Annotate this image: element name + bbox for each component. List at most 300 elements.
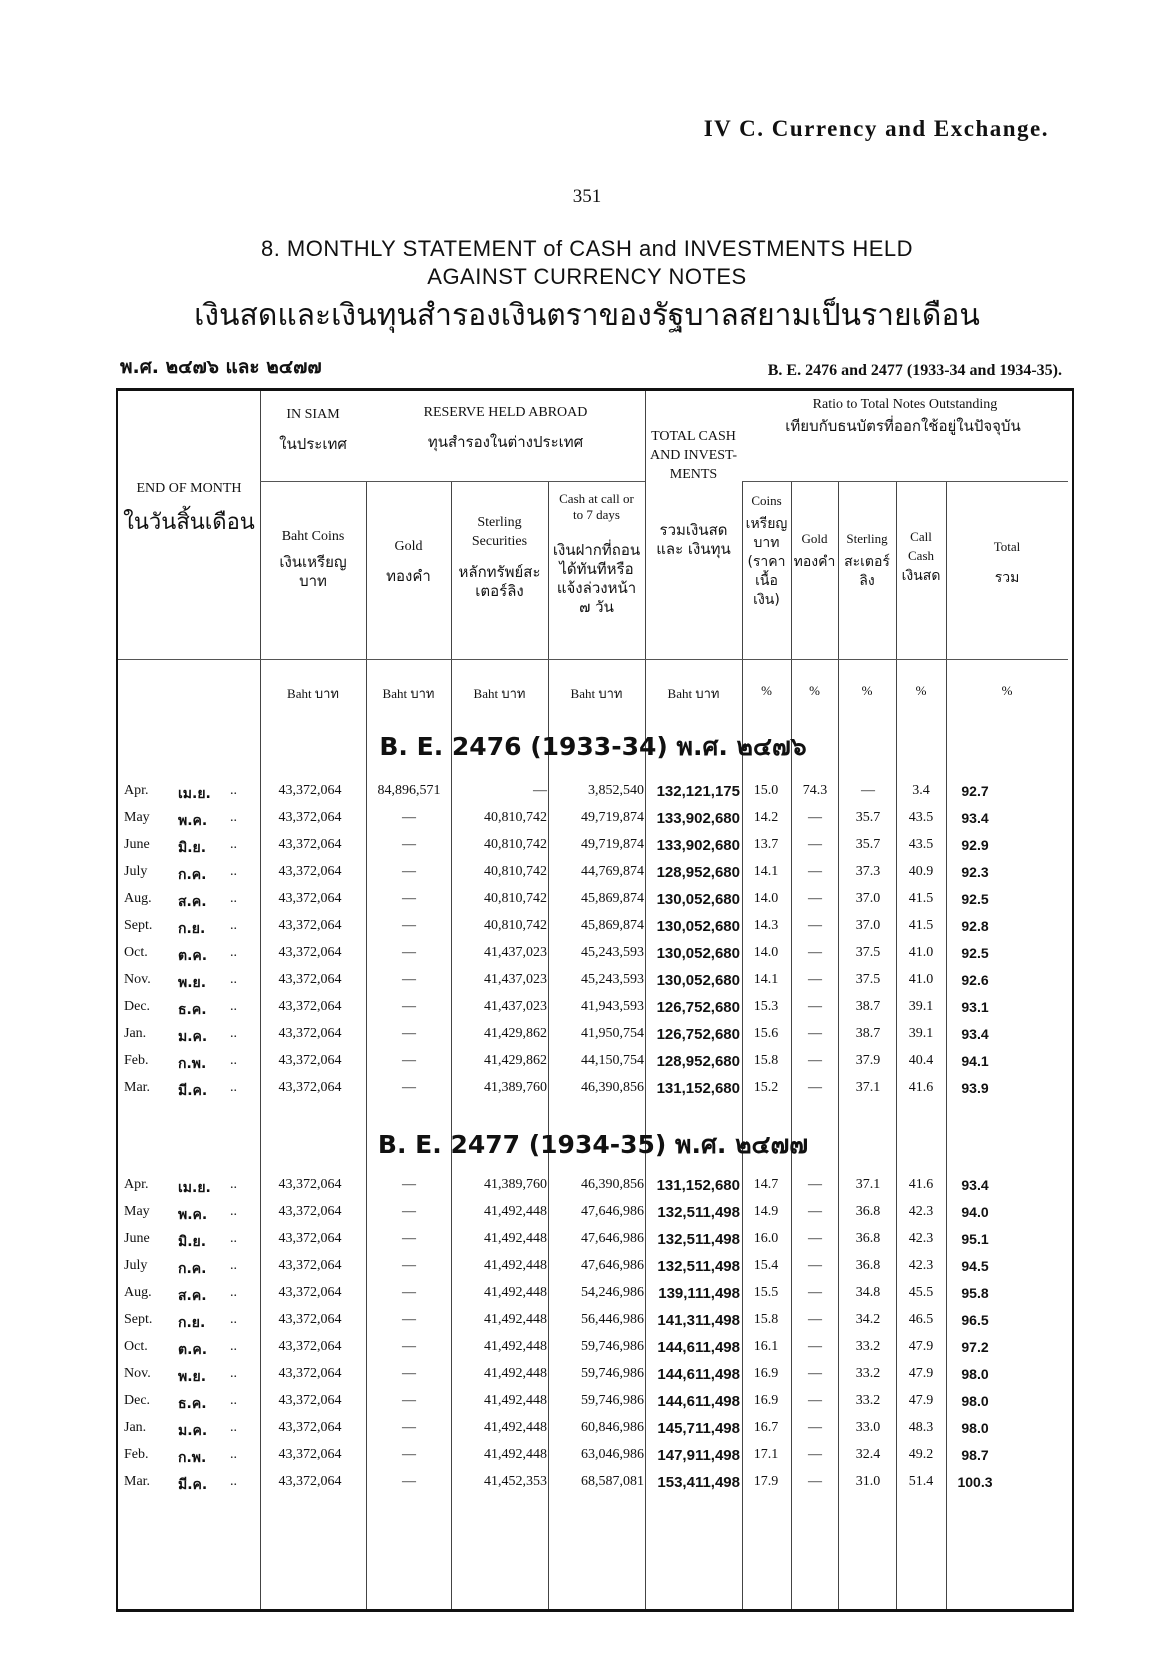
leader-dots: .. bbox=[230, 1393, 237, 1408]
baht-coins-cell: 43,372,064 bbox=[278, 1312, 342, 1327]
ratio-gold-cell: 74.3 bbox=[802, 783, 828, 798]
table-row bbox=[118, 1076, 1068, 1103]
month-cell: Jan. bbox=[124, 1420, 147, 1435]
gold-cell: — bbox=[402, 1231, 416, 1246]
call-cash-cell: 59,746,986 bbox=[581, 1366, 644, 1381]
sterling-cell: — bbox=[533, 783, 547, 798]
sterling-cell: 41,492,448 bbox=[484, 1231, 547, 1246]
sterling-cell: 41,437,023 bbox=[484, 972, 547, 987]
total-cell: 144,611,498 bbox=[657, 1339, 740, 1356]
header-ratio-call: Call Cash bbox=[908, 529, 934, 563]
call-cash-cell: 44,769,874 bbox=[581, 864, 644, 879]
call-cash-cell: 44,150,754 bbox=[581, 1053, 644, 1068]
ratio-coins-cell: 14.7 bbox=[753, 1177, 779, 1192]
ratio-gold-cell: — bbox=[808, 1177, 822, 1192]
header-ratio-thai: เทียบกับธนบัตรที่ออกใช้อยู่ในปัจจุบัน bbox=[785, 417, 1021, 435]
header-ratio-coins-thai: เหรียญบาท (ราคาเนื้อเงิน) bbox=[745, 516, 788, 608]
leader-dots: .. bbox=[230, 1420, 237, 1435]
leader-dots: .. bbox=[230, 1026, 237, 1041]
ratio-call-cell: 42.3 bbox=[908, 1258, 934, 1273]
table-row bbox=[118, 1227, 1068, 1254]
header-rule bbox=[260, 481, 645, 482]
leader-dots: .. bbox=[230, 1447, 237, 1462]
header-in-siam: IN SIAM bbox=[286, 407, 340, 422]
ratio-total-cell: 92.7 bbox=[961, 783, 989, 799]
baht-coins-cell: 43,372,064 bbox=[278, 1231, 342, 1246]
leader-dots: .. bbox=[230, 1285, 237, 1300]
header-reserve-abroad-thai: ทุนสำรองในต่างประเทศ bbox=[427, 433, 584, 451]
unit-baht: Baht บาท bbox=[667, 686, 720, 701]
gold-cell: — bbox=[402, 1053, 416, 1068]
month-cell: Feb. bbox=[124, 1447, 149, 1462]
ratio-sterling-cell: 37.5 bbox=[855, 972, 881, 987]
table-row bbox=[118, 1308, 1068, 1335]
ratio-gold-cell: — bbox=[808, 1474, 822, 1489]
month-cell: Apr. bbox=[124, 783, 149, 798]
leader-dots: .. bbox=[230, 1177, 237, 1192]
gold-cell: — bbox=[402, 1366, 416, 1381]
table-row bbox=[118, 1200, 1068, 1227]
call-cash-cell: 68,587,081 bbox=[581, 1474, 644, 1489]
ratio-coins-cell: 15.8 bbox=[753, 1053, 779, 1068]
call-cash-cell: 46,390,856 bbox=[581, 1177, 644, 1192]
sterling-cell: 41,389,760 bbox=[484, 1177, 547, 1192]
header-ratio-coins: Coins bbox=[751, 493, 782, 508]
gold-cell: — bbox=[402, 918, 416, 933]
sterling-cell: 41,429,862 bbox=[484, 1026, 547, 1041]
sterling-cell: 41,492,448 bbox=[484, 1204, 547, 1219]
call-cash-cell: 60,846,986 bbox=[581, 1420, 644, 1435]
unit-percent: % bbox=[761, 683, 772, 698]
table-row bbox=[118, 1416, 1068, 1443]
leader-dots: .. bbox=[230, 837, 237, 852]
baht-coins-cell: 43,372,064 bbox=[278, 1393, 342, 1408]
statement-table bbox=[116, 388, 1074, 1612]
sterling-cell: 41,389,760 bbox=[484, 1080, 547, 1095]
gold-cell: — bbox=[402, 1393, 416, 1408]
ratio-call-cell: 41.6 bbox=[908, 1080, 934, 1095]
table-row bbox=[118, 914, 1068, 941]
month-cell: Sept. bbox=[124, 918, 153, 933]
ratio-total-cell: 93.4 bbox=[961, 810, 989, 826]
ratio-total-cell: 95.1 bbox=[961, 1231, 989, 1247]
baht-coins-cell: 43,372,064 bbox=[278, 972, 342, 987]
baht-coins-cell: 43,372,064 bbox=[278, 864, 342, 879]
month-thai-cell: ส.ค. bbox=[178, 894, 207, 910]
leader-dots: .. bbox=[230, 1474, 237, 1489]
leader-dots: .. bbox=[230, 1312, 237, 1327]
total-cell: 130,052,680 bbox=[656, 972, 740, 989]
sterling-cell: 41,492,448 bbox=[484, 1285, 547, 1300]
baht-coins-cell: 43,372,064 bbox=[278, 1080, 342, 1095]
ratio-call-cell: 40.9 bbox=[908, 864, 934, 879]
baht-coins-cell: 43,372,064 bbox=[278, 1053, 342, 1068]
ratio-total-cell: 98.0 bbox=[961, 1420, 989, 1436]
leader-dots: .. bbox=[230, 1053, 237, 1068]
month-thai-cell: มิ.ย. bbox=[178, 1234, 207, 1250]
table-title-line-1: 8. MONTHLY STATEMENT of CASH and INVESTMENTS HELD bbox=[260, 236, 914, 261]
ratio-total-cell: 93.1 bbox=[961, 999, 989, 1015]
month-cell: July bbox=[124, 1258, 148, 1273]
header-end-of-month-thai: ในวันสิ้นเดือน bbox=[123, 510, 255, 535]
header-ratio: Ratio to Total Notes Outstanding bbox=[812, 397, 998, 412]
table-row bbox=[118, 941, 1068, 968]
month-thai-cell: ก.ค. bbox=[178, 867, 207, 883]
header-total-cash-thai: รวมเงินสด และ เงินทุน bbox=[656, 521, 731, 558]
ratio-gold-cell: — bbox=[808, 1366, 822, 1381]
header-baht-coins-thai: เงินเหรียญบาท bbox=[279, 553, 347, 590]
baht-coins-cell: 43,372,064 bbox=[278, 1420, 342, 1435]
sterling-cell: 40,810,742 bbox=[484, 891, 547, 906]
ratio-total-cell: 92.5 bbox=[961, 891, 989, 907]
ratio-call-cell: 40.4 bbox=[908, 1053, 934, 1068]
gold-cell: — bbox=[402, 1204, 416, 1219]
ratio-call-cell: 41.0 bbox=[908, 945, 934, 960]
sterling-cell: 40,810,742 bbox=[484, 810, 547, 825]
total-cell: 130,052,680 bbox=[656, 945, 740, 962]
call-cash-cell: 41,943,593 bbox=[581, 999, 644, 1014]
call-cash-cell: 49,719,874 bbox=[581, 837, 644, 852]
unit-percent: % bbox=[861, 683, 873, 698]
month-cell: Sept. bbox=[124, 1312, 153, 1327]
header-gold: Gold bbox=[394, 539, 423, 554]
ratio-sterling-cell: 36.8 bbox=[855, 1258, 881, 1273]
ratio-gold-cell: — bbox=[808, 1447, 822, 1462]
call-cash-cell: 54,246,986 bbox=[581, 1285, 644, 1300]
table-title-thai: เงินสดและเงินทุนสำรองเงินตราของรัฐบาลสยามเป็นรายเดือน bbox=[194, 298, 980, 333]
ratio-sterling-cell: 37.5 bbox=[855, 945, 881, 960]
ratio-coins-cell: 16.9 bbox=[753, 1393, 779, 1408]
header-call-cash-thai: เงินฝากที่ถอนได้ทันทีหรือแจ้งล่วงหน้า ๗ วัน bbox=[552, 541, 641, 616]
total-cell: 132,511,498 bbox=[657, 1258, 740, 1275]
ratio-gold-cell: — bbox=[808, 1393, 822, 1408]
call-cash-cell: 41,950,754 bbox=[581, 1026, 644, 1041]
ratio-coins-cell: 15.2 bbox=[753, 1080, 779, 1095]
ratio-coins-cell: 16.0 bbox=[753, 1231, 779, 1246]
ratio-coins-cell: 14.3 bbox=[753, 918, 779, 933]
month-thai-cell: มิ.ย. bbox=[178, 840, 207, 856]
ratio-total-cell: 98.0 bbox=[961, 1393, 989, 1409]
ratio-gold-cell: — bbox=[808, 1258, 822, 1273]
ratio-call-cell: 42.3 bbox=[908, 1231, 934, 1246]
call-cash-cell: 59,746,986 bbox=[581, 1339, 644, 1354]
gold-cell: — bbox=[402, 1447, 416, 1462]
ratio-sterling-cell: 33.0 bbox=[855, 1420, 881, 1435]
total-cell: 132,511,498 bbox=[657, 1231, 740, 1248]
ratio-total-cell: 94.0 bbox=[961, 1204, 989, 1220]
month-cell: Dec. bbox=[124, 999, 151, 1014]
month-thai-cell: ธ.ค. bbox=[178, 1396, 207, 1412]
ratio-total-cell: 94.1 bbox=[961, 1053, 989, 1069]
month-cell: May bbox=[124, 810, 150, 825]
ratio-call-cell: 51.4 bbox=[908, 1474, 934, 1489]
ratio-total-cell: 98.0 bbox=[961, 1366, 989, 1382]
ratio-gold-cell: — bbox=[808, 1231, 822, 1246]
page-number: 351 bbox=[572, 186, 602, 207]
ratio-coins-cell: 15.4 bbox=[753, 1258, 779, 1273]
baht-coins-cell: 43,372,064 bbox=[278, 918, 342, 933]
month-thai-cell: ก.พ. bbox=[178, 1056, 207, 1072]
call-cash-cell: 45,869,874 bbox=[581, 891, 644, 906]
month-cell: Aug. bbox=[124, 1285, 152, 1300]
call-cash-cell: 45,243,593 bbox=[581, 972, 644, 987]
month-cell: July bbox=[124, 864, 148, 879]
total-cell: 132,121,175 bbox=[656, 783, 740, 800]
month-cell: Dec. bbox=[124, 1393, 151, 1408]
ratio-call-cell: 48.3 bbox=[908, 1420, 934, 1435]
month-thai-cell: เม.ย. bbox=[178, 1180, 211, 1196]
ratio-gold-cell: — bbox=[808, 1026, 822, 1041]
header-rule bbox=[118, 659, 1068, 660]
baht-coins-cell: 43,372,064 bbox=[278, 1026, 342, 1041]
baht-coins-cell: 43,372,064 bbox=[278, 1447, 342, 1462]
ratio-gold-cell: — bbox=[808, 891, 822, 906]
sterling-cell: 41,437,023 bbox=[484, 999, 547, 1014]
ratio-total-cell: 96.5 bbox=[961, 1312, 989, 1328]
total-cell: 130,052,680 bbox=[656, 891, 740, 908]
month-thai-cell: ต.ค. bbox=[178, 1342, 208, 1358]
ratio-call-cell: 46.5 bbox=[908, 1312, 934, 1327]
call-cash-cell: 3,852,540 bbox=[588, 783, 644, 798]
ratio-call-cell: 47.9 bbox=[908, 1339, 934, 1354]
gold-cell: — bbox=[402, 1177, 416, 1192]
ratio-sterling-cell: 37.9 bbox=[855, 1053, 881, 1068]
call-cash-cell: 49,719,874 bbox=[581, 810, 644, 825]
ratio-total-cell: 93.4 bbox=[961, 1026, 989, 1042]
ratio-gold-cell: — bbox=[808, 999, 822, 1014]
call-cash-cell: 56,446,986 bbox=[581, 1312, 644, 1327]
total-cell: 132,511,498 bbox=[657, 1204, 740, 1221]
leader-dots: .. bbox=[230, 864, 237, 879]
table-row bbox=[118, 1470, 1068, 1497]
month-cell: June bbox=[124, 837, 150, 852]
month-cell: Oct. bbox=[124, 945, 148, 960]
ratio-total-cell: 94.5 bbox=[961, 1258, 989, 1274]
baht-coins-cell: 43,372,064 bbox=[278, 891, 342, 906]
call-cash-cell: 59,746,986 bbox=[581, 1393, 644, 1408]
month-cell: Mar. bbox=[124, 1474, 151, 1489]
ratio-call-cell: 43.5 bbox=[908, 810, 934, 825]
header-reserve-abroad: RESERVE HELD ABROAD bbox=[423, 405, 588, 420]
header-baht-coins: Baht Coins bbox=[281, 529, 345, 544]
header-ratio-gold-thai: ทองคำ bbox=[793, 554, 836, 570]
total-cell: 126,752,680 bbox=[656, 999, 740, 1016]
month-thai-cell: ธ.ค. bbox=[178, 1002, 207, 1018]
baht-coins-cell: 43,372,064 bbox=[278, 1258, 342, 1273]
ratio-sterling-cell: 36.8 bbox=[855, 1231, 881, 1246]
header-ratio-sterling: Sterling bbox=[846, 531, 888, 546]
leader-dots: .. bbox=[230, 945, 237, 960]
header-ratio-total-thai: รวม bbox=[994, 570, 1020, 586]
total-cell: 128,952,680 bbox=[656, 864, 740, 881]
ratio-gold-cell: — bbox=[808, 864, 822, 879]
header-sterling: Sterling Securities bbox=[471, 515, 528, 549]
leader-dots: .. bbox=[230, 1366, 237, 1381]
gold-cell: — bbox=[402, 972, 416, 987]
call-cash-cell: 47,646,986 bbox=[581, 1258, 644, 1273]
ratio-total-cell: 92.8 bbox=[961, 918, 989, 934]
gold-cell: — bbox=[402, 1026, 416, 1041]
baht-coins-cell: 43,372,064 bbox=[278, 1339, 342, 1354]
ratio-gold-cell: — bbox=[808, 1339, 822, 1354]
month-thai-cell: มี.ค. bbox=[178, 1083, 208, 1099]
ratio-coins-cell: 14.9 bbox=[753, 1204, 779, 1219]
month-thai-cell: ก.ค. bbox=[178, 1261, 207, 1277]
unit-baht: Baht บาท bbox=[570, 686, 623, 701]
ratio-gold-cell: — bbox=[808, 945, 822, 960]
header-ratio-sterling-thai: สะเตอร์ลิง bbox=[844, 554, 890, 589]
month-cell: Jan. bbox=[124, 1026, 147, 1041]
unit-percent: % bbox=[1001, 683, 1013, 698]
ratio-coins-cell: 15.5 bbox=[753, 1285, 779, 1300]
total-cell: 133,902,680 bbox=[656, 837, 740, 854]
ratio-sterling-cell: 37.1 bbox=[855, 1177, 881, 1192]
sterling-cell: 40,810,742 bbox=[484, 837, 547, 852]
month-cell: Mar. bbox=[124, 1080, 151, 1095]
ratio-gold-cell: — bbox=[808, 1312, 822, 1327]
table-row bbox=[118, 1173, 1068, 1200]
ratio-coins-cell: 17.1 bbox=[753, 1447, 779, 1462]
unit-baht: Baht บาท bbox=[287, 686, 339, 701]
month-thai-cell: ก.ย. bbox=[178, 1315, 206, 1331]
ratio-coins-cell: 14.1 bbox=[753, 972, 779, 987]
total-cell: 133,902,680 bbox=[656, 810, 740, 827]
ratio-total-cell: 92.5 bbox=[961, 945, 989, 961]
ratio-sterling-cell: 37.0 bbox=[855, 918, 881, 933]
month-thai-cell: ม.ค. bbox=[178, 1423, 208, 1439]
baht-coins-cell: 43,372,064 bbox=[278, 783, 342, 798]
sterling-cell: 41,492,448 bbox=[484, 1258, 547, 1273]
total-cell: 144,611,498 bbox=[657, 1366, 740, 1383]
ratio-sterling-cell: 33.2 bbox=[855, 1393, 881, 1408]
ratio-total-cell: 92.3 bbox=[961, 864, 989, 880]
month-cell: June bbox=[124, 1231, 150, 1246]
month-cell: Oct. bbox=[124, 1339, 148, 1354]
years-thai: พ.ศ. ๒๔๗๖ และ ๒๔๗๗ bbox=[120, 356, 322, 378]
ratio-total-cell: 93.4 bbox=[961, 1177, 989, 1193]
ratio-sterling-cell: 34.8 bbox=[855, 1285, 881, 1300]
baht-coins-cell: 43,372,064 bbox=[278, 999, 342, 1014]
leader-dots: .. bbox=[230, 999, 237, 1014]
call-cash-cell: 63,046,986 bbox=[581, 1447, 644, 1462]
sterling-cell: 41,437,023 bbox=[484, 945, 547, 960]
total-cell: 128,952,680 bbox=[656, 1053, 740, 1070]
baht-coins-cell: 43,372,064 bbox=[278, 1177, 342, 1192]
ratio-call-cell: 3.4 bbox=[912, 783, 930, 798]
gold-cell: — bbox=[402, 1312, 416, 1327]
leader-dots: .. bbox=[230, 1080, 237, 1095]
table-row bbox=[118, 968, 1068, 995]
ratio-coins-cell: 15.6 bbox=[753, 1026, 779, 1041]
ratio-coins-cell: 16.1 bbox=[753, 1339, 779, 1354]
ratio-coins-cell: 16.7 bbox=[753, 1420, 779, 1435]
total-cell: 130,052,680 bbox=[656, 918, 740, 935]
ratio-sterling-cell: 38.7 bbox=[855, 1026, 881, 1041]
month-cell: May bbox=[124, 1204, 150, 1219]
month-thai-cell: ต.ค. bbox=[178, 948, 208, 964]
ratio-coins-cell: 15.8 bbox=[753, 1312, 779, 1327]
ratio-coins-cell: 15.0 bbox=[753, 783, 779, 798]
ratio-call-cell: 47.9 bbox=[908, 1393, 934, 1408]
gold-cell: — bbox=[402, 891, 416, 906]
baht-coins-cell: 43,372,064 bbox=[278, 1285, 342, 1300]
years-english: B. E. 2476 and 2477 (1933-34 and 1934-35). bbox=[767, 362, 1062, 379]
ratio-coins-cell: 14.0 bbox=[753, 945, 779, 960]
month-cell: Apr. bbox=[124, 1177, 149, 1192]
month-thai-cell: พ.ย. bbox=[178, 975, 207, 991]
leader-dots: .. bbox=[230, 783, 237, 798]
table-row bbox=[118, 779, 1068, 806]
table-row bbox=[118, 1281, 1068, 1308]
ratio-total-cell: 92.6 bbox=[961, 972, 989, 988]
header-sterling-thai: หลักทรัพย์สะเตอร์ลิง bbox=[458, 563, 541, 600]
ratio-gold-cell: — bbox=[808, 918, 822, 933]
total-cell: 131,152,680 bbox=[656, 1177, 740, 1194]
ratio-call-cell: 43.5 bbox=[908, 837, 934, 852]
ratio-sterling-cell: — bbox=[861, 783, 875, 798]
unit-percent: % bbox=[809, 683, 820, 698]
ratio-gold-cell: — bbox=[808, 1420, 822, 1435]
unit-baht: Baht บาท bbox=[473, 686, 526, 701]
sterling-cell: 41,492,448 bbox=[484, 1339, 547, 1354]
ratio-sterling-cell: 33.2 bbox=[855, 1339, 881, 1354]
total-cell: 144,611,498 bbox=[657, 1393, 740, 1410]
baht-coins-cell: 43,372,064 bbox=[278, 1474, 342, 1489]
sterling-cell: 40,810,742 bbox=[484, 864, 547, 879]
month-thai-cell: พ.ค. bbox=[178, 1207, 208, 1223]
table-row bbox=[118, 1049, 1068, 1076]
leader-dots: .. bbox=[230, 1204, 237, 1219]
month-thai-cell: ก.ย. bbox=[178, 921, 206, 937]
table-row bbox=[118, 1389, 1068, 1416]
total-cell: 141,311,498 bbox=[657, 1312, 740, 1329]
ratio-coins-cell: 17.9 bbox=[753, 1474, 779, 1489]
table-row bbox=[118, 1362, 1068, 1389]
header-ratio-gold: Gold bbox=[801, 531, 828, 546]
total-cell: 131,152,680 bbox=[656, 1080, 740, 1097]
total-cell: 126,752,680 bbox=[656, 1026, 740, 1043]
table-row bbox=[118, 860, 1068, 887]
baht-coins-cell: 43,372,064 bbox=[278, 1204, 342, 1219]
ratio-call-cell: 39.1 bbox=[908, 1026, 934, 1041]
ratio-gold-cell: — bbox=[808, 1285, 822, 1300]
table-row bbox=[118, 833, 1068, 860]
header-ratio-total: Total bbox=[993, 539, 1021, 554]
ratio-sterling-cell: 31.0 bbox=[855, 1474, 881, 1489]
ratio-gold-cell: — bbox=[808, 810, 822, 825]
ratio-sterling-cell: 38.7 bbox=[855, 999, 881, 1014]
table-row bbox=[118, 1335, 1068, 1362]
ratio-total-cell: 93.9 bbox=[961, 1080, 989, 1096]
month-cell: Nov. bbox=[124, 1366, 151, 1381]
ratio-total-cell: 97.2 bbox=[961, 1339, 989, 1355]
month-thai-cell: พ.ค. bbox=[178, 813, 208, 829]
gold-cell: — bbox=[402, 1080, 416, 1095]
ratio-call-cell: 49.2 bbox=[908, 1447, 934, 1462]
ratio-call-cell: 41.0 bbox=[908, 972, 934, 987]
header-call-cash: Cash at call or to 7 days bbox=[559, 491, 634, 522]
ratio-coins-cell: 16.9 bbox=[753, 1366, 779, 1381]
sterling-cell: 41,492,448 bbox=[484, 1312, 547, 1327]
ratio-gold-cell: — bbox=[808, 972, 822, 987]
ratio-sterling-cell: 32.4 bbox=[855, 1447, 881, 1462]
total-cell: 145,711,498 bbox=[657, 1420, 740, 1437]
month-thai-cell: ก.พ. bbox=[178, 1450, 207, 1466]
table-title-line-2: AGAINST CURRENCY NOTES bbox=[427, 264, 747, 289]
call-cash-cell: 45,243,593 bbox=[581, 945, 644, 960]
ratio-sterling-cell: 37.3 bbox=[855, 864, 881, 879]
month-cell: Aug. bbox=[124, 891, 152, 906]
